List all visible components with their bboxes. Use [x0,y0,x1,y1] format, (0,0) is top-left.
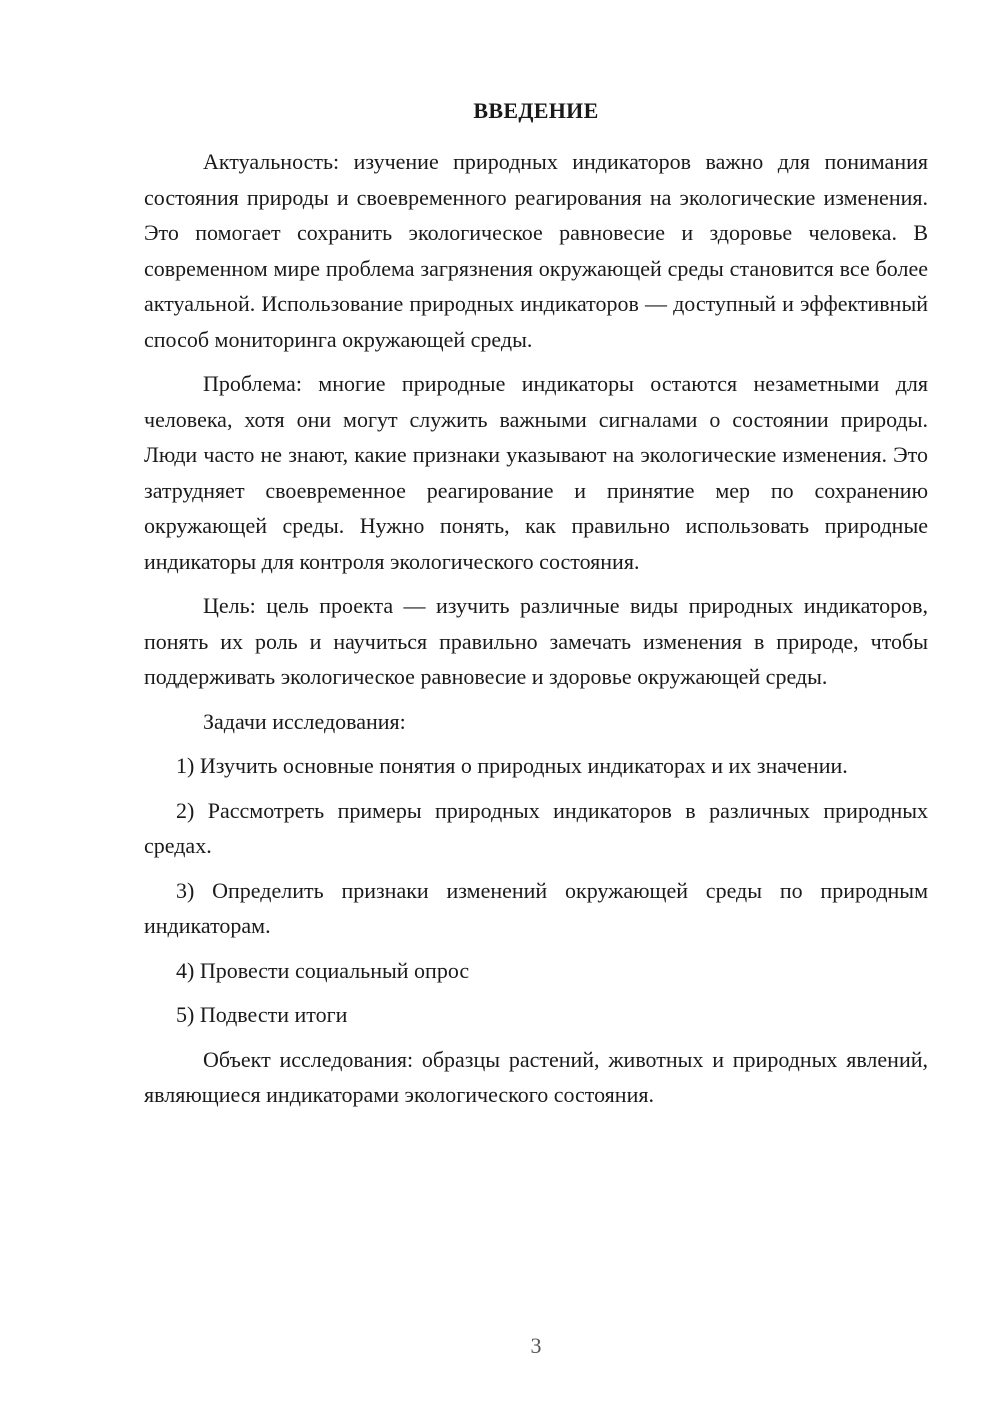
tasks-heading: Задачи исследования: [203,708,406,734]
document-page [144,96,928,1122]
page-number: 3 [530,1333,542,1358]
goal-paragraph: Цель: цель проекта — изучить различные виды природных индикаторов, понять их роль и научиться правильно замечать изменения в природе, чтобы поддерживать экологическое равновесие и здоровье окружающей среды. [144,593,928,689]
tasks-list [144,748,928,1033]
object-paragraph: Объект исследования: образцы растений, животных и природных явлений, являющиеся индикаторами экологического состояния. [144,1046,928,1107]
relevance-paragraph: Актуальность: изучение природных индикаторов важно для понимания состояния природы и своевременного реагирования на экологические изменения. Это помогает сохранить экологическое равновесие и здоровье человека. В современном мире проблема загрязнения окружающей среды становится все более актуальной. Использование природных индикаторов — доступный и эффективный способ мониторинга окружающей среды. [144,149,928,352]
task-item-2: 2) Рассмотреть примеры природных индикаторов в различных природных средах. [144,797,928,858]
task-item-5: 5) Подвести итоги [176,1002,348,1027]
task-item-4: 4) Провести социальный опрос [176,957,470,983]
task-item-3: 3) Определить признаки изменений окружающей среды по природным индикаторам. [144,877,928,938]
problem-paragraph: Проблема: многие природные индикаторы остаются незаметными для человека, хотя они могут служить важными сигналами о состоянии природы. Люди часто не знают, какие признаки указывают на экологические изменения. Это затрудняет своевременное реагирование и принятие мер по сохранению окружающей среды. Нужно понять, как правильно использовать природные индикаторы для контроля экологического состояния. [144,371,928,574]
task-item-1: 1) Изучить основные понятия о природных индикаторах и их значении. [176,753,848,778]
section-title: ВВЕДЕНИЕ [473,98,599,123]
